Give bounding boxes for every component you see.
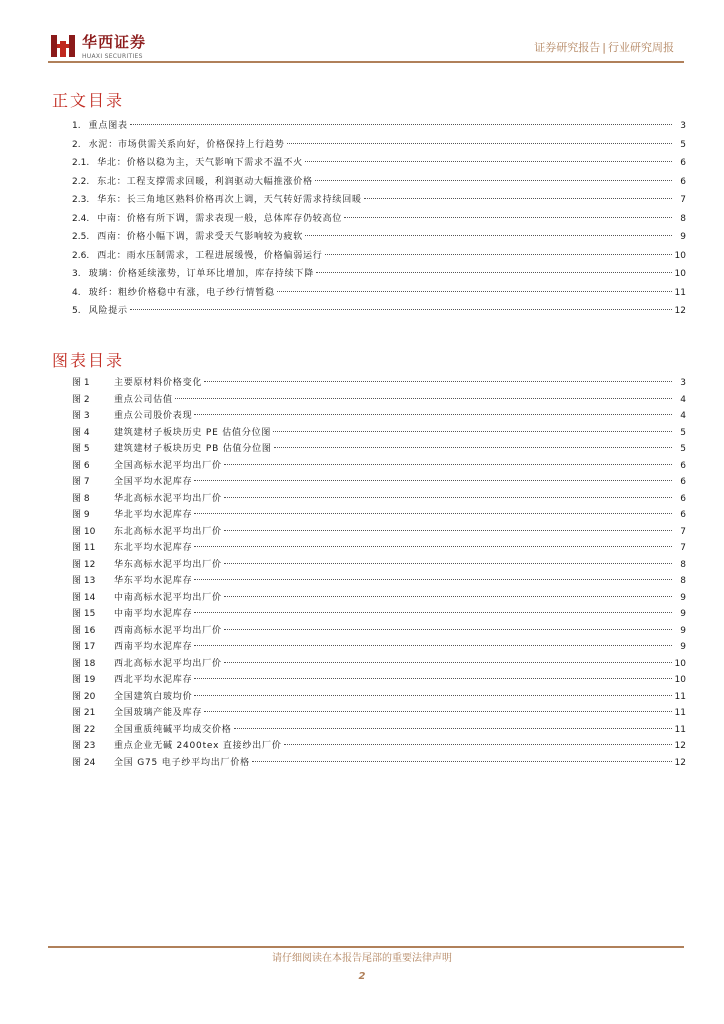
toc-entry-number: 图 16	[72, 625, 96, 636]
toc-entry-number: 图 13	[72, 576, 96, 586]
toc-entry-number: 图 14	[72, 592, 96, 603]
toc-entry-number: 图 24	[72, 757, 96, 768]
toc-entry-title: 西北平均水泥库存	[114, 675, 193, 685]
toc-entry-title: 中南平均水泥库存	[114, 609, 193, 619]
toc-entry-number: 图 8	[72, 493, 90, 504]
toc-entry-number: 图 21	[72, 708, 96, 718]
toc-entry-number: 图 5	[72, 444, 90, 454]
toc-dot-leader	[194, 678, 672, 679]
main-toc-title: 正文目录	[52, 91, 125, 110]
figure-toc-entry[interactable]	[72, 639, 686, 656]
toc-entry-title: 中南高标水泥平均出厂价	[114, 592, 222, 603]
toc-entry-number: 图 10	[72, 526, 96, 537]
toc-entry-page: 9	[680, 625, 686, 636]
toc-entry-number: 图 1	[72, 378, 90, 388]
toc-entry-title: 重点公司股价表现	[114, 411, 193, 421]
toc-dot-leader	[305, 235, 672, 236]
toc-entry-page: 6	[680, 510, 686, 520]
toc-dot-leader	[274, 447, 672, 448]
toc-entry-title: 全国 G75 电子纱平均出厂价格	[114, 757, 250, 768]
toc-entry-page: 11	[674, 708, 686, 718]
toc-entry-title: 华北：价格以稳为主，天气影响下需求不温不火	[97, 158, 303, 168]
figure-toc-entry[interactable]	[72, 689, 686, 706]
toc-entry-title: 水泥：市场供需关系向好，价格保持上行趋势	[88, 139, 285, 150]
toc-entry-number: 2.	[72, 139, 81, 150]
toc-entry-page: 10	[674, 269, 686, 279]
toc-entry-page: 6	[680, 176, 686, 187]
figure-toc-entry[interactable]	[72, 524, 686, 541]
toc-entry-number: 4.	[72, 287, 81, 298]
logo-name-en: HUAXI SECURITIES	[82, 53, 143, 60]
toc-entry-number: 图 15	[72, 609, 96, 619]
toc-dot-leader	[284, 744, 672, 745]
toc-entry-number: 图 9	[72, 510, 90, 520]
report-type: 证券研究报告	[534, 41, 601, 54]
header-separator: |	[602, 41, 606, 54]
toc-entry-page: 4	[680, 394, 686, 405]
toc-dot-leader	[325, 254, 672, 255]
figure-toc-entry[interactable]	[72, 458, 686, 475]
toc-entry-title: 华东：长三角地区熟料价格再次上调，天气转好需求持续回暖	[97, 195, 362, 205]
toc-dot-leader	[277, 291, 672, 292]
toc-entry-number: 图 17	[72, 642, 96, 652]
toc-entry[interactable]	[72, 247, 686, 266]
figure-toc-entry[interactable]	[72, 540, 686, 557]
toc-entry-title: 西北：雨水压制需求，工程进展缓慢，价格偏弱运行	[97, 250, 323, 261]
toc-entry[interactable]	[72, 117, 686, 136]
toc-dot-leader	[175, 398, 672, 399]
toc-entry-title: 东北高标水泥平均出厂价	[114, 526, 222, 537]
toc-entry-page: 7	[680, 543, 686, 553]
page-number: 2	[358, 971, 366, 982]
toc-entry[interactable]	[72, 154, 686, 173]
toc-entry-page: 11	[674, 287, 686, 298]
toc-entry-page: 12	[674, 757, 686, 768]
figure-toc-entry[interactable]	[72, 375, 686, 392]
toc-entry-title: 华北高标水泥平均出厂价	[114, 493, 222, 504]
page-header	[0, 0, 724, 68]
toc-entry-title: 中南：价格有所下调，需求表现一般，总体库存仍较高位	[97, 213, 343, 224]
toc-entry-number: 3.	[72, 269, 81, 279]
toc-dot-leader	[273, 431, 672, 432]
toc-entry-title: 全国重质纯碱平均成交价格	[114, 724, 232, 735]
toc-dot-leader	[194, 645, 672, 646]
toc-entry[interactable]	[72, 284, 686, 303]
footer-divider	[48, 946, 684, 948]
legal-notice: 请仔细阅读在本报告尾部的重要法律声明	[272, 953, 452, 964]
toc-entry-title: 全国建筑白玻均价	[114, 691, 193, 702]
toc-dot-leader	[344, 217, 672, 218]
toc-dot-leader	[204, 711, 672, 712]
toc-entry-number: 图 7	[72, 477, 90, 487]
toc-entry-number: 2.1.	[72, 158, 90, 168]
toc-entry-page: 6	[680, 460, 686, 471]
toc-entry-title: 全国高标水泥平均出厂价	[114, 460, 222, 471]
figure-toc-entry[interactable]	[72, 408, 686, 425]
toc-entry-title: 东北：工程支撑需求回暖，利润驱动大幅推涨价格	[97, 176, 313, 187]
toc-entry-title: 风险提示	[88, 306, 128, 316]
toc-entry-number: 2.3.	[72, 195, 90, 205]
toc-entry-number: 图 20	[72, 691, 96, 702]
figure-toc-entry[interactable]	[72, 491, 686, 508]
toc-entry-title: 全国平均水泥库存	[114, 477, 193, 487]
toc-entry-page: 8	[680, 213, 686, 224]
toc-entry-number: 图 6	[72, 460, 90, 471]
toc-entry-number: 图 11	[72, 543, 96, 553]
toc-entry-page: 9	[680, 609, 686, 619]
toc-entry[interactable]	[72, 173, 686, 192]
figure-toc-entry[interactable]	[72, 656, 686, 673]
toc-entry-title: 主要原材料价格变化	[114, 378, 203, 388]
toc-dot-leader	[224, 662, 672, 663]
toc-dot-leader	[130, 124, 672, 125]
toc-entry-number: 2.5.	[72, 232, 90, 242]
figure-toc-entry[interactable]	[72, 590, 686, 607]
toc-dot-leader	[194, 480, 672, 481]
toc-dot-leader	[130, 309, 672, 310]
toc-entry-title: 华北平均水泥库存	[114, 510, 193, 520]
figure-toc	[72, 375, 686, 771]
toc-entry-title: 东北平均水泥库存	[114, 543, 193, 553]
toc-dot-leader	[194, 513, 672, 514]
toc-entry-number: 图 18	[72, 658, 96, 669]
toc-entry-number: 图 3	[72, 411, 90, 421]
toc-entry-number: 图 2	[72, 394, 90, 405]
toc-dot-leader	[364, 198, 672, 199]
huaxi-logo	[48, 31, 158, 63]
toc-dot-leader	[287, 143, 672, 144]
toc-dot-leader	[234, 728, 672, 729]
figure-toc-entry[interactable]	[72, 672, 686, 689]
toc-dot-leader	[224, 629, 672, 630]
report-category	[534, 41, 674, 55]
toc-entry[interactable]	[72, 302, 686, 321]
toc-dot-leader	[194, 695, 672, 696]
toc-dot-leader	[194, 414, 672, 415]
toc-entry-number: 2.2.	[72, 176, 90, 187]
toc-entry-page: 12	[674, 306, 686, 316]
toc-entry-page: 8	[680, 576, 686, 586]
toc-entry-title: 华东高标水泥平均出厂价	[114, 559, 222, 570]
toc-dot-leader	[316, 272, 672, 273]
huaxi-logo-icon	[48, 31, 78, 61]
toc-entry-title: 西南平均水泥库存	[114, 642, 193, 652]
toc-entry[interactable]	[72, 228, 686, 247]
toc-entry-page: 10	[674, 658, 686, 669]
toc-entry-page: 3	[680, 121, 686, 131]
toc-entry-number: 图 19	[72, 675, 96, 685]
toc-entry[interactable]	[72, 191, 686, 210]
toc-entry-number: 图 4	[72, 427, 90, 438]
toc-entry-title: 华东平均水泥库存	[114, 576, 193, 586]
toc-entry-page: 6	[680, 158, 686, 168]
toc-entry-page: 6	[680, 493, 686, 504]
toc-entry-number: 5.	[72, 306, 81, 316]
toc-entry-title: 重点企业无碱 2400tex 直接纱出厂价	[114, 741, 282, 751]
toc-entry-title: 建筑建材子板块历史 PB 估值分位图	[114, 444, 272, 454]
toc-entry-number: 图 12	[72, 559, 96, 570]
toc-entry[interactable]	[72, 136, 686, 155]
toc-entry-title: 西北高标水泥平均出厂价	[114, 658, 222, 669]
toc-entry-page: 10	[674, 250, 686, 261]
figure-toc-entry[interactable]	[72, 705, 686, 722]
toc-entry-title: 重点公司估值	[114, 394, 173, 405]
toc-entry-number: 图 22	[72, 724, 96, 735]
report-subtype: 行业研究周报	[608, 41, 674, 54]
toc-entry-page: 9	[680, 232, 686, 242]
figure-toc-entry[interactable]	[72, 738, 686, 755]
toc-entry-page: 6	[680, 477, 686, 487]
figure-toc-entry[interactable]	[72, 623, 686, 640]
figure-toc-entry[interactable]	[72, 573, 686, 590]
toc-entry-number: 1.	[72, 121, 81, 131]
toc-dot-leader	[224, 563, 672, 564]
toc-dot-leader	[224, 464, 672, 465]
toc-entry-number: 2.6.	[72, 250, 90, 261]
figure-toc-title: 图表目录	[52, 351, 125, 370]
toc-dot-leader	[224, 596, 672, 597]
figure-toc-entry[interactable]	[72, 557, 686, 574]
toc-entry-title: 玻璃：价格延续涨势，订单环比增加，库存持续下降	[88, 269, 314, 279]
logo-name-cn: 华西证券	[82, 33, 147, 51]
toc-entry-page: 4	[680, 411, 686, 421]
toc-dot-leader	[204, 381, 672, 382]
toc-entry-page: 10	[674, 675, 686, 685]
figure-toc-entry[interactable]	[72, 755, 686, 772]
toc-dot-leader	[194, 579, 672, 580]
toc-entry-page: 8	[680, 559, 686, 570]
figure-toc-entry[interactable]	[72, 507, 686, 524]
toc-entry-page: 9	[680, 642, 686, 652]
toc-entry-number: 图 23	[72, 741, 96, 751]
toc-entry-page: 5	[680, 444, 686, 454]
toc-entry[interactable]	[72, 210, 686, 229]
toc-entry-page: 5	[680, 139, 686, 150]
toc-dot-leader	[252, 761, 672, 762]
toc-entry-title: 全国玻璃产能及库存	[114, 708, 203, 718]
header-divider	[48, 61, 684, 63]
toc-entry-page: 9	[680, 592, 686, 603]
figure-toc-entry[interactable]	[72, 606, 686, 623]
toc-dot-leader	[194, 546, 672, 547]
toc-entry-page: 7	[680, 195, 686, 205]
figure-toc-entry[interactable]	[72, 392, 686, 409]
toc-entry-page: 12	[674, 741, 686, 751]
toc-dot-leader	[194, 612, 672, 613]
toc-dot-leader	[305, 161, 672, 162]
toc-entry-title: 玻纤：粗纱价格稳中有涨，电子纱行情暂稳	[88, 287, 275, 298]
toc-entry-title: 重点图表	[88, 121, 128, 131]
figure-toc-entry[interactable]	[72, 441, 686, 458]
toc-entry-title: 西南：价格小幅下调，需求受天气影响较为疲软	[97, 232, 303, 242]
figure-toc-entry[interactable]	[72, 722, 686, 739]
toc-entry-page: 11	[674, 691, 686, 702]
main-toc	[72, 117, 686, 321]
toc-entry-page: 11	[674, 724, 686, 735]
toc-entry[interactable]	[72, 265, 686, 284]
toc-entry-title: 建筑建材子板块历史 PE 估值分位图	[114, 427, 272, 438]
figure-toc-entry[interactable]	[72, 425, 686, 442]
toc-entry-number: 2.4.	[72, 213, 90, 224]
toc-entry-page: 7	[680, 526, 686, 537]
figure-toc-entry[interactable]	[72, 474, 686, 491]
toc-entry-title: 西南高标水泥平均出厂价	[114, 625, 222, 636]
toc-entry-page: 5	[680, 427, 686, 438]
toc-dot-leader	[315, 180, 672, 181]
toc-dot-leader	[224, 497, 672, 498]
toc-dot-leader	[224, 530, 672, 531]
toc-entry-page: 3	[680, 378, 686, 388]
